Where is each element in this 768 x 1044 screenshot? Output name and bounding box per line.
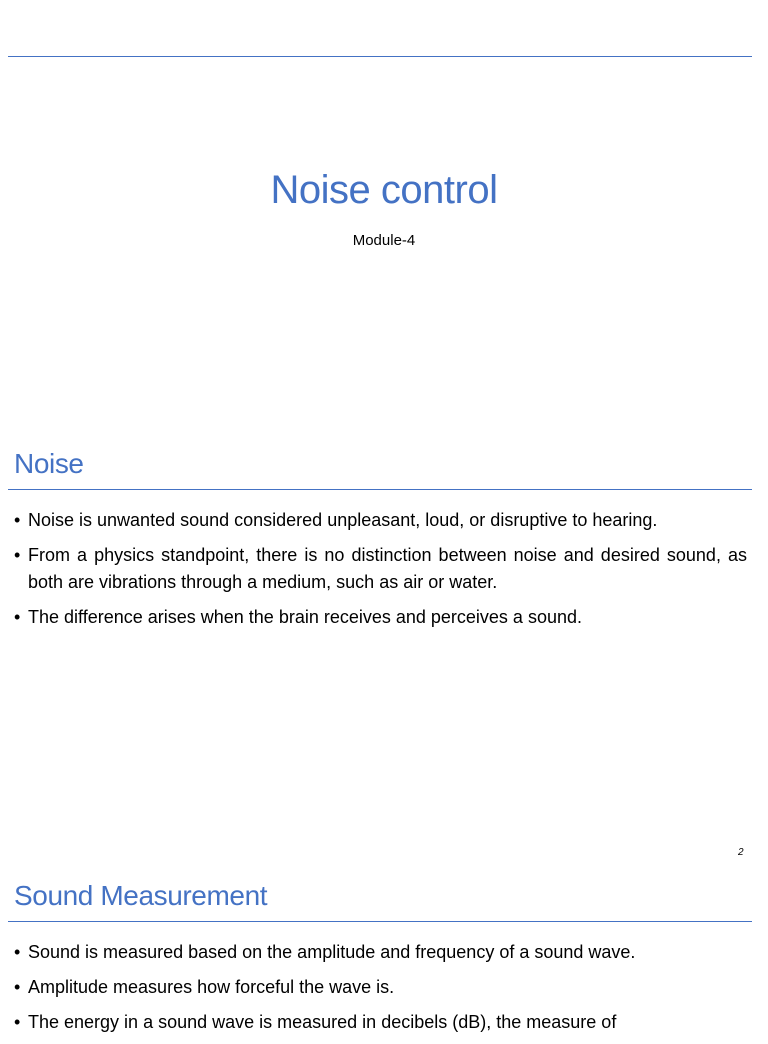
bullet-marker: • bbox=[14, 942, 21, 962]
bullet-text: Noise is unwanted sound considered unpleasant, loud, or disruptive to hearing. bbox=[28, 510, 658, 530]
section-rule-sound-measurement bbox=[8, 921, 752, 922]
bullet-marker: • bbox=[14, 1012, 21, 1032]
bullet-item bbox=[14, 974, 747, 1001]
bullet-text: The difference arises when the brain receives and perceives a sound. bbox=[28, 607, 582, 627]
bullet-text: Amplitude measures how forceful the wave is. bbox=[28, 977, 395, 997]
page-subtitle: Module-4 bbox=[352, 232, 416, 249]
page-number: 2 bbox=[738, 847, 744, 858]
bullet-text: From a physics standpoint, there is no distinction between noise and desired sound, as both are vibrations through a medium, such as air or water. bbox=[28, 545, 747, 592]
section-heading-noise: Noise bbox=[14, 448, 84, 479]
bullet-text: The energy in a sound wave is measured in decibels (dB), the measure of bbox=[28, 1012, 617, 1032]
bullet-marker: • bbox=[14, 607, 21, 627]
bullet-marker: • bbox=[14, 977, 21, 997]
bullet-item bbox=[14, 507, 747, 534]
bullet-list-noise bbox=[14, 507, 747, 639]
section-rule-noise bbox=[8, 489, 752, 490]
bullet-item bbox=[14, 542, 747, 596]
bullet-item bbox=[14, 604, 747, 631]
page-title: Noise control bbox=[270, 168, 498, 212]
bullet-list-sound-measurement bbox=[14, 939, 747, 1044]
bullet-marker: • bbox=[14, 510, 21, 530]
top-rule bbox=[8, 56, 752, 57]
section-heading-sound-measurement: Sound Measurement bbox=[14, 880, 268, 911]
bullet-marker: • bbox=[14, 545, 21, 565]
bullet-item bbox=[14, 939, 747, 966]
bullet-text: Sound is measured based on the amplitude and frequency of a sound wave. bbox=[28, 942, 636, 962]
bullet-item bbox=[14, 1009, 747, 1036]
